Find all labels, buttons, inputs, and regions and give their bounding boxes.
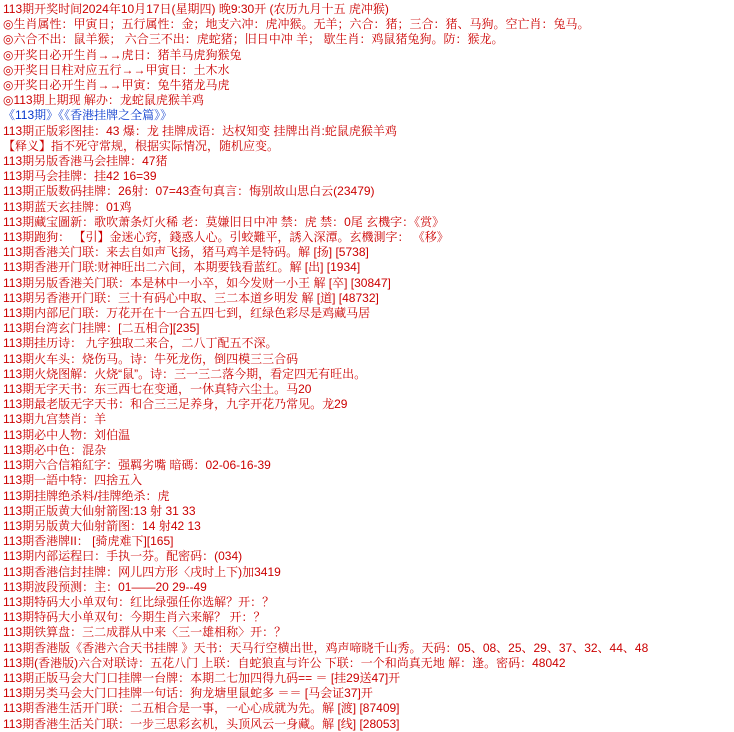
document-line: 113期内部尼门联：万花开在十一合五四七到，红绿色彩尽是鸡藏马居 [3,306,371,321]
document-line: ◎生肖属性：甲寅日；五行属性：金；地支六冲：虎冲猴。无羊；六合：猪；三合：猪、马狗。空亡肖：兔马。 [3,17,590,32]
document-line: 113期香港开门联:财神旺出二六间，本期要钱看蓝红。解 [出] [1934] [3,260,361,275]
document-line: 113期另版香港关门联：本是林中一小卒，如今发财一小王 解 [卒] [30847] [3,275,391,290]
document-line: 113期香港关门联：来去自如声飞扬，猪马鸡羊是特码。解 [扬] [5738] [3,245,369,260]
document-line: 113期另类马会大门口挂牌一句话：狗龙塘里鼠蛇多 ＝＝ [马会证37]开 [3,686,373,701]
document-line: 113期香港牌II： [骑虎难下][165] [3,534,174,549]
document-line: 113期另香港开门联：三十有码心中取、三二本道乡明发 解 [道] [48732] [3,290,379,305]
document-line: 113期九宫禁肖：羊 [3,412,107,427]
document-line: 113期火烧图解：火烧“鼠”。诗：三一三二落今期，看定四无有旺出。 [3,366,367,381]
document-line: 113期香港信封挂牌：网儿四方形〈戌时上下)加3419 [3,564,281,579]
document-line: 113期跑狗： 【引】金迷心窍，錢惑人心。引蛟難平，誘入深潭。玄機測字： 《移》 [3,230,449,245]
document-line: 113期开奖时间2024年10月17日(星期四) 晚9:30开 (农历九月十五 虎冲猴) [3,2,389,16]
document-line: ◎开奖日必开生肖→→虎日：猪羊马虎狗猴兔 [3,47,242,62]
document-line: 113期内部运程曰：手执一芬。配密码：(034) [3,549,243,564]
document-line: 113期正版数码挂牌：26射：07=43查句真言：悔别故山思白云(23479) [3,184,375,199]
document-line: ◎六合不出：鼠羊猴； 六合三不出：虎蛇猪；旧日中冲 羊； 歇生肖：鸡鼠猪兔狗。防：猴龙。 [3,32,504,47]
document-line: 113期铁算盘：三二成群从中来〈三一雄相称〉开：？ [3,625,287,640]
document-line: 113期火车头：烧伤马。诗：牛死龙伤，倒四模三三合码 [3,351,299,366]
document-line: 113期蓝天玄挂牌：01鸡 [3,199,132,214]
document-line: 113期正版马会大门口挂牌一台牌：本期二七加四得九码== ＝ [挂29送47]开 [3,670,401,685]
document-line: 113期马会挂牌：挂42 16=39 [3,169,157,184]
document-line: ◎开奖日日柱对应五行→→甲寅日：土木水 [3,62,230,77]
document-line: 113期另版黄大仙射箭图：14 射42 13 [3,518,201,533]
document-line: 113期无字天书：东三西七在变通，一休真特六尘土。马20 [3,382,312,397]
document-line: 113期波段预测：主：01——20 29--49 [3,579,207,594]
document-line: 113期香港生活关门联：一步三思彩玄机，头顶风云一身藏。解 [线] [28053] [3,716,400,731]
document-line: 113期香港版《香港六合天书挂牌 》天书：天马行空横出世，鸡声啼晓千山秀。天码：05、08、25、29、37、32、44、48 [3,640,649,655]
document-line: 113期必中人物：刘伯温 [3,427,131,442]
document-line: 113期六合信箱紅字：强羁劣嘴 暗碼：02-06-16-39 [3,458,271,473]
document-line: 113期挂历诗： 九字独取二来合，二八丁配五不深。 [3,336,278,351]
document-line: 113期正版黄大仙射箭图:13 射 31 33 [3,503,196,518]
document-line: 113期(香港版)六合对联诗：五花八门 上联：自蛇狼直与许公 下联：一个和尚真无地 解：逢。密码：48042 [3,655,566,670]
document-line: 113期一語中特：四捨五入 [3,473,143,488]
document-line: 113期必中色：混杂 [3,442,107,457]
document-line: ◎开奖日必开生肖→→甲寅：兔牛猪龙马虎 [3,78,230,93]
document-line: 《113期》《《香港挂牌之全篇》》 [3,108,173,123]
document-line: 113期香港生活开门联：二五相合是一事，一心心成就为先。解 [渡] [87409] [3,701,400,716]
document-line: 113期特码大小单双句：红比绿强任你选解？开：？ [3,594,275,609]
document-line: 113期藏宝圖新：歌吹萧条灯火稀 老：莫嫌旧日中冲 禁：虎 禁：0尾 玄機字：《赏》 [3,214,445,229]
document-line: 113期台湾玄门挂牌：[二五相合][235] [3,321,200,336]
document-line: 113期最老版无字天书：和合三三足养身，九字开花乃常见。龙29 [3,397,348,412]
document-line: 113期另版香港马会挂牌：47猪 [3,154,168,169]
document-line: 113期特码大小单双句：今期生肖六来解？ 开：？ [3,610,266,625]
document-line: 113期正版彩图挂：43 爆：龙 挂牌成语：达权知变 挂牌出肖:蛇鼠虎猴羊鸡 [3,123,397,138]
document-line: ◎113期上期现 解办：龙蛇鼠虎猴羊鸡 [3,93,204,108]
document-line: 113期挂牌绝杀料/挂牌绝杀：虎 [3,488,170,503]
document-line: 【释义】指不死守常规，根据实际情况，随机应变。 [3,138,280,153]
